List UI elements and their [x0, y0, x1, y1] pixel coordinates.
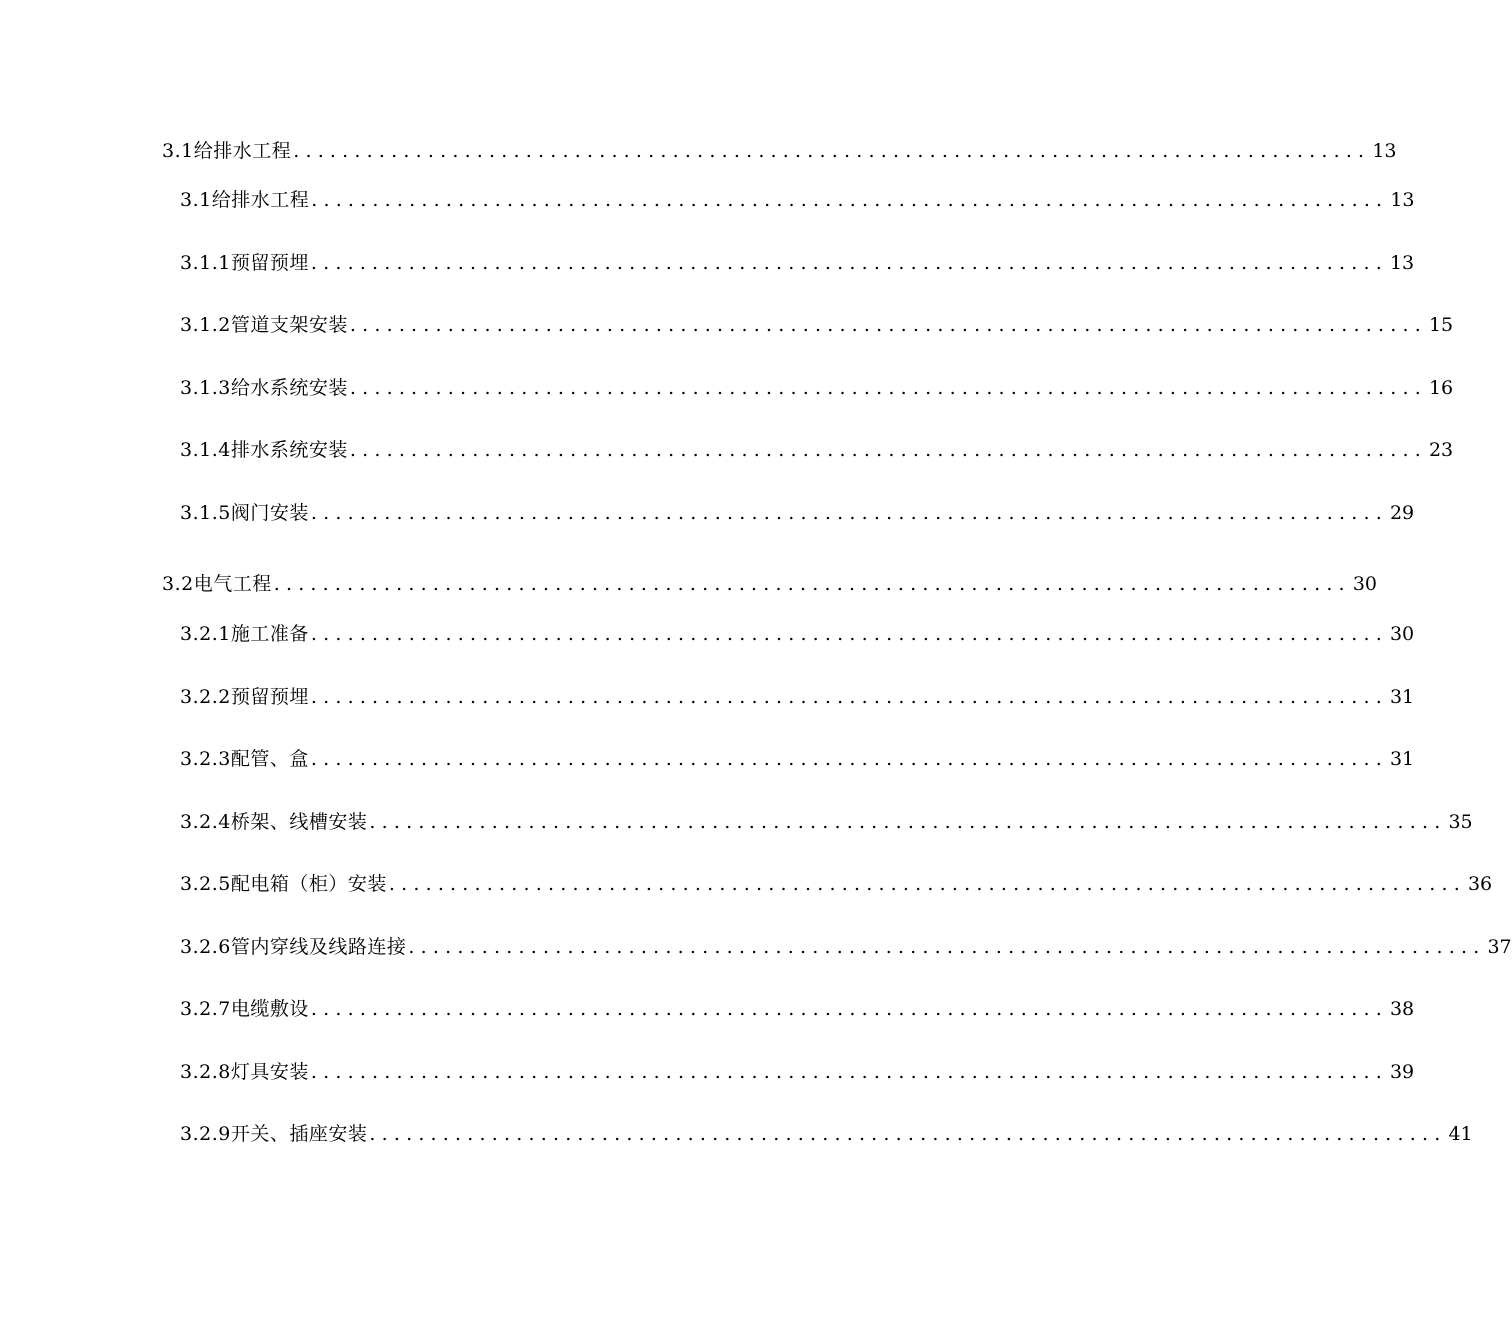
- toc-dot-leader: ........................................................................................: [310, 623, 1388, 645]
- toc-dot-leader: ........................................................................................: [311, 189, 1389, 211]
- toc-dot-leader: ........................................................................................: [349, 377, 1427, 399]
- toc-entry-3-1-1[interactable]: [180, 248, 1415, 278]
- toc-entry-page: 36: [1467, 873, 1493, 895]
- toc-entry-label: 3.1.4排水系统安装: [180, 439, 348, 461]
- toc-dot-leader: ........................................................................................: [310, 748, 1388, 770]
- toc-entry-3-2-5[interactable]: [180, 869, 1493, 899]
- toc-dot-leader: ........................................................................................: [310, 998, 1388, 1020]
- toc-dot-leader: ........................................................................................: [310, 252, 1388, 274]
- toc-entry-page: 35: [1448, 811, 1473, 833]
- toc-entry-3-2-heading[interactable]: [162, 569, 1377, 599]
- toc-dot-leader: ........................................................................................: [349, 439, 1427, 461]
- toc-entry-label: 3.2.6管内穿线及线路连接: [180, 936, 407, 958]
- toc-entry-3-2-7[interactable]: [180, 994, 1415, 1024]
- toc-entry-label: 3.1.2管道支架安装: [180, 314, 348, 336]
- toc-entry-3-1-3[interactable]: [180, 373, 1454, 403]
- toc-entry-3-1-5[interactable]: [180, 498, 1415, 528]
- toc-entry-3-2-6[interactable]: [180, 932, 1512, 962]
- toc-entry-page: 30: [1352, 573, 1377, 595]
- toc-entry-page: 30: [1389, 623, 1415, 645]
- toc-entry-3-2-3[interactable]: [180, 744, 1415, 774]
- toc-entry-label: 3.2电气工程: [162, 573, 272, 595]
- toc-entry-label: 3.2.7电缆敷设: [180, 998, 309, 1020]
- toc-entry-3-1-heading[interactable]: [162, 136, 1397, 166]
- toc-entry-page: 31: [1389, 686, 1415, 708]
- toc-entry-3-1-4[interactable]: [180, 435, 1454, 465]
- toc-entry-3-2-2[interactable]: [180, 682, 1415, 712]
- toc-entry-page: 13: [1389, 252, 1415, 274]
- toc-entry-label: 3.1.3给水系统安装: [180, 377, 348, 399]
- toc-entry-label: 3.2.1施工准备: [180, 623, 309, 645]
- toc-entry-label: 3.2.5配电箱（柜）安装: [180, 873, 387, 895]
- toc-entry-page: 23: [1428, 439, 1454, 461]
- toc-dot-leader: ........................................................................................: [310, 502, 1388, 524]
- toc-dot-leader: ........................................................................................: [293, 140, 1371, 162]
- toc-entry-page: 13: [1372, 140, 1397, 162]
- toc-entry-label: 3.1给排水工程: [162, 140, 292, 162]
- toc-entry-page: 39: [1389, 1061, 1415, 1083]
- toc-entry-page: 16: [1428, 377, 1454, 399]
- toc-dot-leader: ........................................................................................: [310, 686, 1388, 708]
- toc-dot-leader: ........................................................................................: [273, 573, 1351, 595]
- toc-entry-page: 41: [1448, 1123, 1473, 1145]
- toc-entry-label: 3.1给排水工程: [180, 189, 310, 211]
- toc-entry-label: 3.2.8灯具安装: [180, 1061, 309, 1083]
- toc-dot-leader: ........................................................................................: [388, 873, 1466, 895]
- toc-entry-3-2-4[interactable]: [180, 807, 1473, 837]
- toc-dot-leader: ........................................................................................: [310, 1061, 1388, 1083]
- toc-entry-page: 13: [1390, 189, 1415, 211]
- toc-entry-label: 3.1.5阀门安装: [180, 502, 309, 524]
- toc-entry-3-2-1[interactable]: [180, 619, 1415, 649]
- toc-entry-label: 3.1.1预留预埋: [180, 252, 309, 274]
- toc-entry-page: 15: [1428, 314, 1454, 336]
- toc-entry-label: 3.2.9开关、插座安装: [180, 1123, 368, 1145]
- toc-entry-label: 3.2.2预留预埋: [180, 686, 309, 708]
- toc-entry-3-2-9[interactable]: [180, 1119, 1473, 1149]
- toc-entry-page: 37: [1487, 936, 1512, 958]
- toc-entry-3-1[interactable]: [180, 185, 1415, 215]
- toc-entry-page: 38: [1389, 998, 1415, 1020]
- toc-entry-page: 31: [1389, 748, 1415, 770]
- toc-entry-3-1-2[interactable]: [180, 310, 1454, 340]
- toc-entry-label: 3.2.3配管、盒: [180, 748, 309, 770]
- toc-dot-leader: ........................................................................................: [349, 314, 1427, 336]
- toc-entry-3-2-8[interactable]: [180, 1057, 1415, 1087]
- toc-entry-page: 29: [1389, 502, 1415, 524]
- toc-dot-leader: ........................................................................................: [369, 811, 1447, 833]
- toc-entry-label: 3.2.4桥架、线槽安装: [180, 811, 368, 833]
- toc-dot-leader: ........................................................................................: [369, 1123, 1447, 1145]
- toc-dot-leader: ........................................................................................: [408, 936, 1486, 958]
